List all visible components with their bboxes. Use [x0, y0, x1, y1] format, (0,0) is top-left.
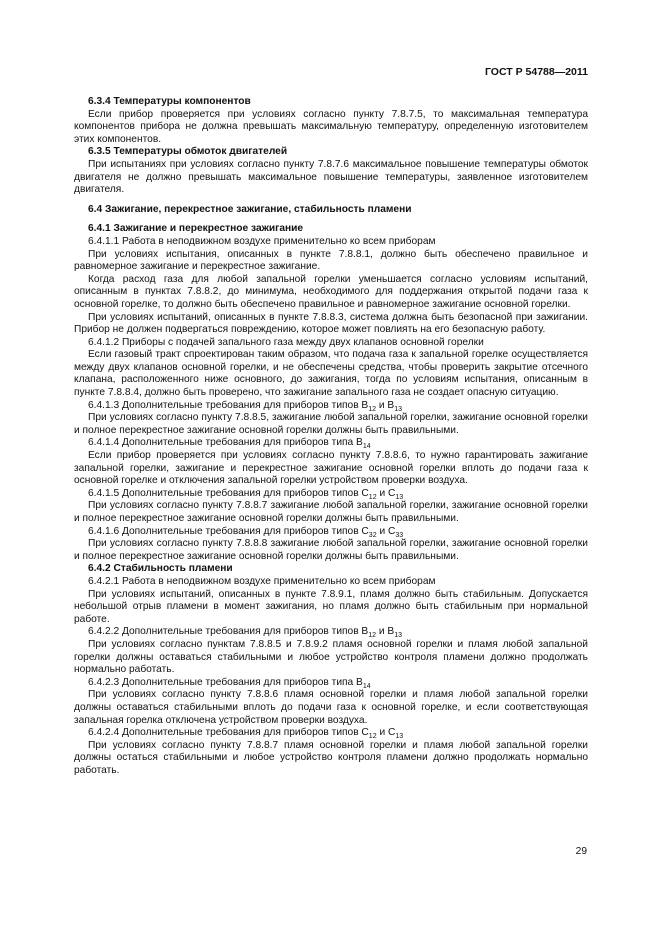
paragraph: При условиях согласно пункту 7.8.8.7 зажигание любой запальной горелки, зажигание основной горелки и полное перекрестное зажигание основной горелки должны быть правильными. — [74, 500, 588, 524]
subsection-title: 6.4.2.2 Дополнительные требования для приборов типов $B_{12}$ и $B_{13}$ — [88, 626, 403, 640]
subsection-title: 6.4.1.5 Дополнительные требования для приборов типов $C_{12}$ и $C_{13}$ — [88, 487, 404, 501]
section-heading: 6.4.2 Стабильность пламени — [88, 563, 233, 575]
paragraph: При условиях согласно пункту 7.8.8.6 пламя основной горелки и пламя любой запальной горелки должны оставаться стабильными вплоть до подачи газа к основной горелке, и если соответствующая запальная горелка отключена устройством проверки воздуха. — [74, 689, 588, 726]
subsection-title: 6.4.1.4 Дополнительные требования для приборов типа $B_{14}$ — [88, 437, 371, 451]
paragraph: При условиях согласно пункту 7.8.8.7 пламя основной горелки и пламя любой запальной горелки должны остаться стабильными и любое устройство контроля пламени должно продолжать нормально работать. — [74, 739, 588, 776]
paragraph: Если газовый тракт спроектирован таким образом, что подача газа к запальной горелке осуществляется между двух клапанов основной горелки, и не обеспечены средства, чтобы проверить закрытие отсечного клапана, расположенного ниже основного, до зажигания, тогда по условиям испытания, описанным в пункте 7.8.8.4, должно быть проверено, что зажигание запального газа не создает опасную ситуацию. — [74, 349, 588, 399]
paragraph: При условиях согласно пунктам 7.8.8.5 и 7.8.9.2 пламя основной горелки и пламя любой запальной горелки должны оставаться стабильными и любое устройство контроля пламени должно продолжать нормально работать. — [74, 638, 588, 676]
subsection-title: 6.4.1.3 Дополнительные требования для приборов типов $B_{12}$ и $B_{13}$ — [88, 399, 403, 413]
subsection-title: 6.4.2.4 Дополнительные требования для приборов типов $C_{12}$ и $C_{13}$ — [88, 727, 404, 741]
document-id: ГОСТ Р 54788—2011 — [484, 66, 588, 78]
section-heading: 6.3.4 Температуры компонентов — [88, 96, 251, 107]
paragraph: При условиях испытаний, описанных в пункте 7.8.9.1, пламя должно быть стабильным. Допускается небольшой отрыв пламени в момент зажигания, но пламя должно быть стабильным при нормальной работе. — [74, 588, 588, 625]
paragraph: Когда расход газа для любой запальной горелки уменьшается согласно условиям испытаний, описанным в пунктах 7.8.8.2, до минимума, необходимого для поддержания открытой подачи газа к основной горелке, то должно быть обеспечено правильное и равномерное зажигание основной горелки. — [74, 273, 588, 310]
paragraph: Если прибор проверяется при условиях согласно пункту 7.8.7.5, то максимальная температура компонентов прибора не должна превышать максимальную температуру, определенную изготовителем этих компонентов. — [74, 108, 588, 145]
paragraph: При условиях согласно пункту 7.8.8.8 зажигание любой запальной горелки, зажигание основной горелки и полное перекрестное зажигание основной горелки должны быть правильными. — [74, 538, 588, 562]
paragraph: Если прибор проверяется при условиях согласно пункту 7.8.8.6, то нужно гарантировать зажигание запальной горелки, зажигание и перекрестное зажигание основной горелки вплоть до подачи газа к основной горелке и отключения запальной горелки устройством проверки воздуха. — [74, 450, 588, 487]
subsection-title: 6.4.1.2 Приборы с подачей запального газа между двух клапанов основной горелки — [88, 336, 484, 348]
page-number: 29 — [575, 846, 587, 857]
subsection-title: 6.4.2.3 Дополнительные требования для приборов типа $B_{14}$ — [88, 676, 371, 690]
subsection-title: 6.4.1.6 Дополнительные требования для приборов типов $C_{32}$ и $C_{33}$ — [88, 525, 404, 539]
document-body — [74, 96, 588, 777]
subsection-title: 6.4.2.1 Работа в неподвижном воздухе применительно ко всем приборам — [88, 575, 436, 587]
paragraph: При условиях испытаний, описанных в пункте 7.8.8.3, система должна быть безопасной при зажигании. Прибор не должен подвергаться повреждению, которое может повлиять на его безопасную работу. — [74, 311, 588, 336]
subsection-title: 6.4.1.1 Работа в неподвижном воздухе применительно ко всем приборам — [88, 235, 436, 247]
section-heading: 6.4 Зажигание, перекрестное зажигание, стабильность пламени — [88, 203, 412, 215]
paragraph: При условиях согласно пункту 7.8.8.5, зажигание любой запальной горелки, зажигание основной горелки и полное перекрестное зажигание основной горелки должны быть правильными. — [74, 412, 588, 436]
section-heading: 6.3.5 Температуры обмоток двигателей — [88, 146, 288, 158]
paragraph: При испытаниях при условиях согласно пункту 7.8.7.6 максимальное повышение температуры обмоток двигателя не должно превышать максимальное повышение температуры, заявленное изготовителем двигателя. — [74, 158, 588, 196]
section-heading: 6.4.1 Зажигание и перекрестное зажигание — [88, 223, 304, 235]
paragraph: При условиях испытания, описанных в пункте 7.8.8.1, должно быть обеспечено правильное и равномерное зажигание и перекрестное зажигание. — [74, 248, 588, 273]
